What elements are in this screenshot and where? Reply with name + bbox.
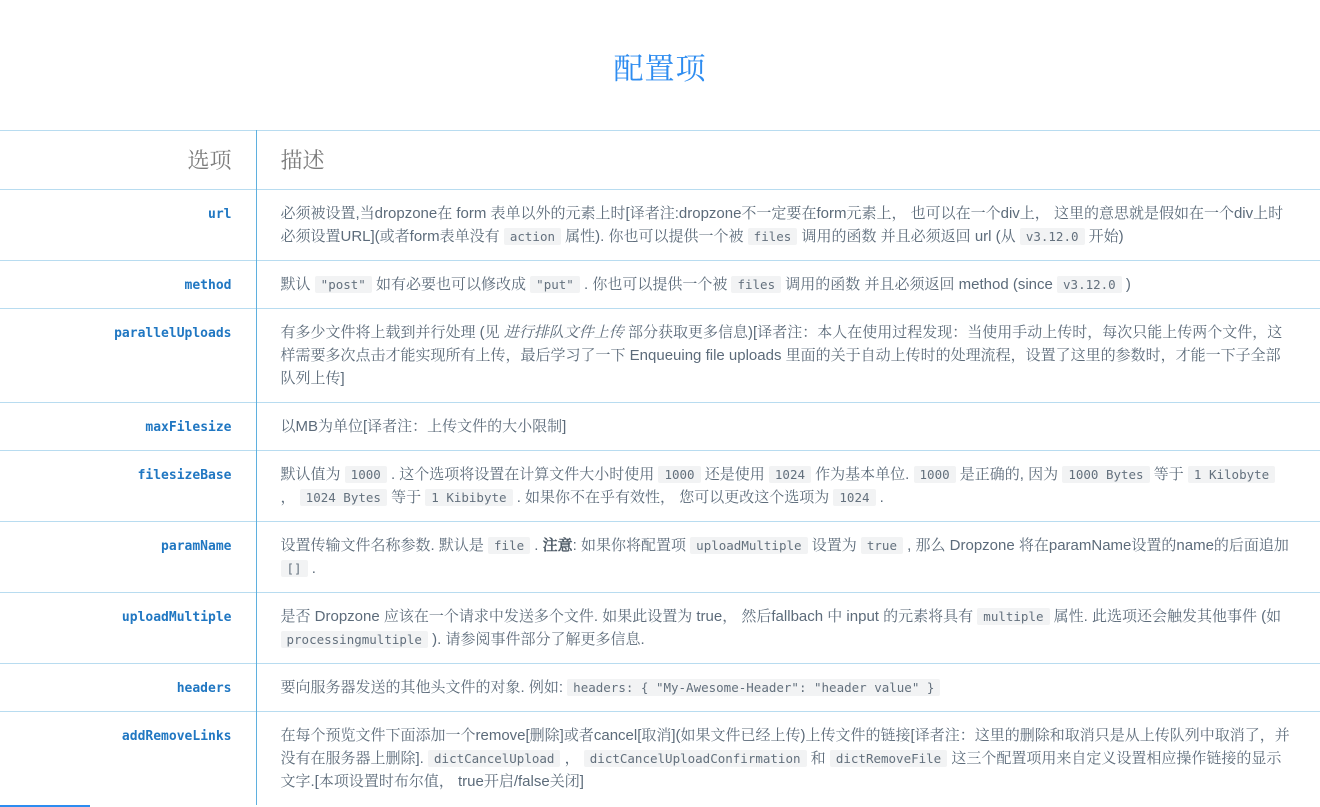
option-name: method <box>0 261 256 309</box>
option-description: 默认值为 1000 . 这个选项将设置在计算文件大小时使用 1000 还是使用 1024 作为基本单位. 1000 是正确的, 因为 1000 Bytes 等于 1 Kilobyte ， 1024 Bytes 等于 1 Kibibyte . 如果你不在乎有效性， 您可以更改这个选项为 1024 . <box>256 451 1320 522</box>
table-row <box>0 261 1320 309</box>
options-table <box>0 130 1320 805</box>
option-description: 必须被设置,当dropzone在 form 表单以外的元素上时[译者注:dropzone不一定要在form元素上， 也可以在一个div上， 这里的意思就是假如在一个div上时必须设置URL](或者form表单没有 action 属性). 你也可以提供一个被 files 调用的函数 并且必须返回 url (从 v3.12.0 开始) <box>256 190 1320 261</box>
inline-code: "put" <box>530 276 580 293</box>
option-description: 有多少文件将上载到并行处理 (见 进行排队文件上传 部分获取更多信息)[译者注：本人在使用过程发现：当使用手动上传时，每次只能上传两个文件，这样需要多次点击才能实现所有上传，最后学习了一下 Enqueuing file uploads 里面的关于自动上传时的处理流程，设置了这里的参数时，才能一下子全部队列上传] <box>256 309 1320 403</box>
inline-code: v3.12.0 <box>1057 276 1122 293</box>
inline-code: v3.12.0 <box>1020 228 1085 245</box>
option-name: maxFilesize <box>0 403 256 451</box>
option-description: 要向服务器发送的其他头文件的对象. 例如: headers: { "My-Awesome-Header": "header value" } <box>256 664 1320 712</box>
inline-code: 1000 <box>914 466 956 483</box>
option-description: 设置传输文件名称参数. 默认是 file . 注意: 如果你将配置项 uploadMultiple 设置为 true , 那么 Dropzone 将在paramName设置的name的后面追加 [] . <box>256 522 1320 593</box>
table-row <box>0 712 1320 806</box>
inline-code: 1000 Bytes <box>1062 466 1149 483</box>
inline-code: uploadMultiple <box>690 537 807 554</box>
emphasis-text: 进行排队文件上传 <box>503 324 624 341</box>
table-header-row <box>0 131 1320 190</box>
inline-code: headers: { "My-Awesome-Header": "header value" } <box>567 679 940 696</box>
option-name: filesizeBase <box>0 451 256 522</box>
inline-code: 1024 <box>769 466 811 483</box>
option-description: 在每个预览文件下面添加一个remove[删除]或者cancel[取消](如果文件已经上传)上传文件的链接[译者注：这里的删除和取消只是从上传队列中取消了，并没有在服务器上删除]. dictCancelUpload ， dictCancelUploadConfirmation 和 dictRemoveFile 这三个配置项用来自定义设置相应操作链接的显示文字.[本项设置时布尔值， true开启/false关闭] <box>256 712 1320 806</box>
inline-code: files <box>731 276 781 293</box>
inline-code: files <box>748 228 798 245</box>
table-row <box>0 664 1320 712</box>
table-row <box>0 522 1320 593</box>
inline-code: 1000 <box>345 466 387 483</box>
option-name: headers <box>0 664 256 712</box>
option-name: paramName <box>0 522 256 593</box>
inline-code: file <box>488 537 530 554</box>
inline-code: action <box>504 228 561 245</box>
bold-text: 注意 <box>542 537 573 554</box>
table-row <box>0 593 1320 664</box>
inline-code: multiple <box>977 608 1049 625</box>
inline-code: dictRemoveFile <box>830 750 947 767</box>
option-name: parallelUploads <box>0 309 256 403</box>
option-description: 是否 Dropzone 应该在一个请求中发送多个文件. 如果此设置为 true， 然后fallbach 中 input 的元素将具有 multiple 属性. 此选项还会触发其他事件 (如 processingmultiple ). 请参阅事件部分了解更多信息. <box>256 593 1320 664</box>
option-description: 默认 "post" 如有必要也可以修改成 "put" . 你也可以提供一个被 files 调用的函数 并且必须返回 method (since v3.12.0 ) <box>256 261 1320 309</box>
table-row <box>0 309 1320 403</box>
column-header-description: 描述 <box>256 131 1320 190</box>
table-row <box>0 451 1320 522</box>
inline-code: "post" <box>315 276 372 293</box>
options-table-body <box>0 190 1320 806</box>
inline-code: 1024 <box>833 489 875 506</box>
inline-code: dictCancelUpload <box>428 750 560 767</box>
page-title: 配置项 <box>613 53 707 86</box>
table-row <box>0 403 1320 451</box>
option-name: url <box>0 190 256 261</box>
inline-code: true <box>861 537 903 554</box>
inline-code: 1 Kilobyte <box>1188 466 1275 483</box>
inline-code: 1000 <box>658 466 700 483</box>
option-name: uploadMultiple <box>0 593 256 664</box>
option-name: addRemoveLinks <box>0 712 256 806</box>
inline-code: processingmultiple <box>281 631 428 648</box>
table-row <box>0 190 1320 261</box>
option-description: 以MB为单位[译者注：上传文件的大小限制] <box>256 403 1320 451</box>
inline-code: 1024 Bytes <box>300 489 387 506</box>
inline-code: 1 Kibibyte <box>425 489 512 506</box>
inline-code: [] <box>281 560 308 577</box>
column-header-option: 选项 <box>0 131 256 190</box>
inline-code: dictCancelUploadConfirmation <box>584 750 807 767</box>
